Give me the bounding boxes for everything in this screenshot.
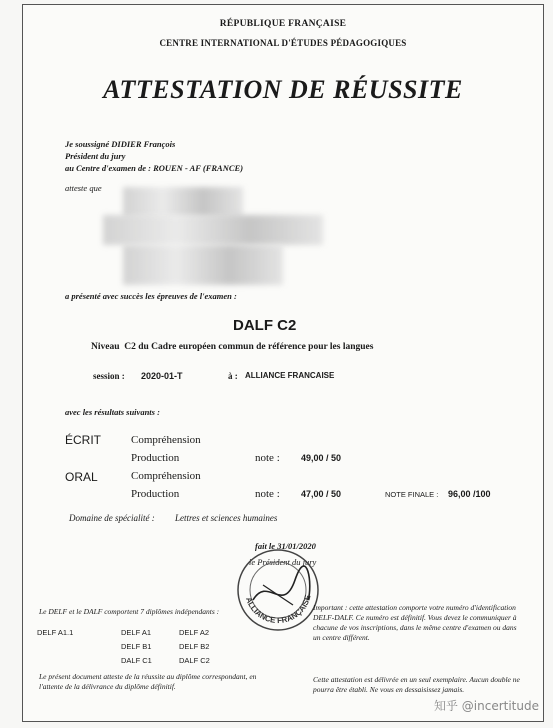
official-seal bbox=[233, 545, 323, 635]
atteste-label: atteste que bbox=[65, 183, 102, 193]
level-label: Niveau bbox=[91, 342, 120, 352]
signatory-line-3: au Centre d'examen de : ROUEN - AF (FRANCE) bbox=[65, 163, 244, 173]
certificate-document bbox=[22, 4, 544, 722]
signature-date: fait le 31/01/2020 bbox=[255, 541, 316, 551]
diploma-c1: DALF C1 bbox=[121, 656, 152, 665]
ecrit-label: ÉCRIT bbox=[65, 433, 101, 447]
document-title: ATTESTATION DE RÉUSSITE bbox=[103, 75, 463, 104]
signatory-line-2: Président du jury bbox=[65, 151, 126, 161]
at-label: à : bbox=[228, 371, 238, 381]
center-name: ALLIANCE FRANCAISE bbox=[245, 371, 335, 380]
diploma-c2: DALF C2 bbox=[179, 656, 210, 665]
diploma-a11: DELF A1.1 bbox=[37, 628, 74, 637]
ecrit-note-label: note : bbox=[255, 452, 280, 464]
signature-by: le Président du jury bbox=[249, 557, 317, 567]
oral-note: 47,00 / 50 bbox=[301, 489, 342, 499]
oral-label: ORAL bbox=[65, 470, 98, 484]
session-label: session : bbox=[93, 371, 125, 381]
diploma-a1: DELF A1 bbox=[121, 628, 152, 637]
redacted-name bbox=[123, 187, 243, 217]
signatory-line-1: Je soussigné DIDIER François bbox=[65, 139, 176, 149]
specialty-value: Lettres et sciences humaines bbox=[175, 513, 278, 523]
final-note: 96,00 /100 bbox=[448, 489, 491, 499]
passed-text: a présenté avec succès les épreuves de l'examen : bbox=[65, 291, 237, 301]
exam-name: DALF C2 bbox=[233, 317, 297, 334]
important-note: Important : cette attestation comporte votre numéro d'identification DELF-DALF. Ce numéro est définitif. Vous devez le communiquer à chacune de vos inscriptions, dans le même centre d'examen ou dans un centre différent. bbox=[313, 603, 517, 642]
level-line bbox=[91, 342, 373, 352]
results-intro: avec les résultats suivants : bbox=[65, 407, 160, 417]
single-copy-note: Cette attestation est délivrée en un seul exemplaire. Aucun double ne pourra être établi. Ne vous en dessaisissez jamais. bbox=[313, 675, 520, 694]
final-note-label: NOTE FINALE : bbox=[385, 490, 439, 499]
oral-comprehension: Compréhension bbox=[131, 470, 201, 482]
ecrit-production: Production bbox=[131, 452, 180, 464]
oral-note-label: note : bbox=[255, 488, 280, 500]
diploma-b2: DELF B2 bbox=[179, 642, 210, 651]
center-header: CENTRE INTERNATIONAL D'ÉTUDES PÉDAGOGIQUES bbox=[159, 38, 407, 48]
republic-header: RÉPUBLIQUE FRANÇAISE bbox=[219, 19, 347, 29]
oral-production: Production bbox=[131, 488, 180, 500]
diplomas-intro: Le DELF et le DALF comportent 7 diplômes indépendants : bbox=[39, 607, 220, 616]
seal-text: ALLIANCE FRANÇAISE bbox=[244, 593, 313, 626]
redacted-id bbox=[123, 245, 283, 285]
ecrit-note: 49,00 / 50 bbox=[301, 453, 342, 463]
specialty-label: Domaine de spécialité : bbox=[69, 513, 155, 523]
watermark: 知乎 @incertitude bbox=[433, 699, 539, 713]
level-text: C2 du Cadre européen commun de référence pour les langues bbox=[124, 342, 374, 352]
diploma-b1: DELF B1 bbox=[121, 642, 152, 651]
diploma-a2: DELF A2 bbox=[179, 628, 210, 637]
session-value: 2020-01-T bbox=[141, 371, 183, 381]
provisional-note: Le présent document atteste de la réussite au diplôme correspondant, en l'attente de la délivrance du diplôme définitif. bbox=[39, 672, 257, 691]
redacted-details bbox=[103, 215, 323, 245]
ecrit-comprehension: Compréhension bbox=[131, 434, 201, 446]
